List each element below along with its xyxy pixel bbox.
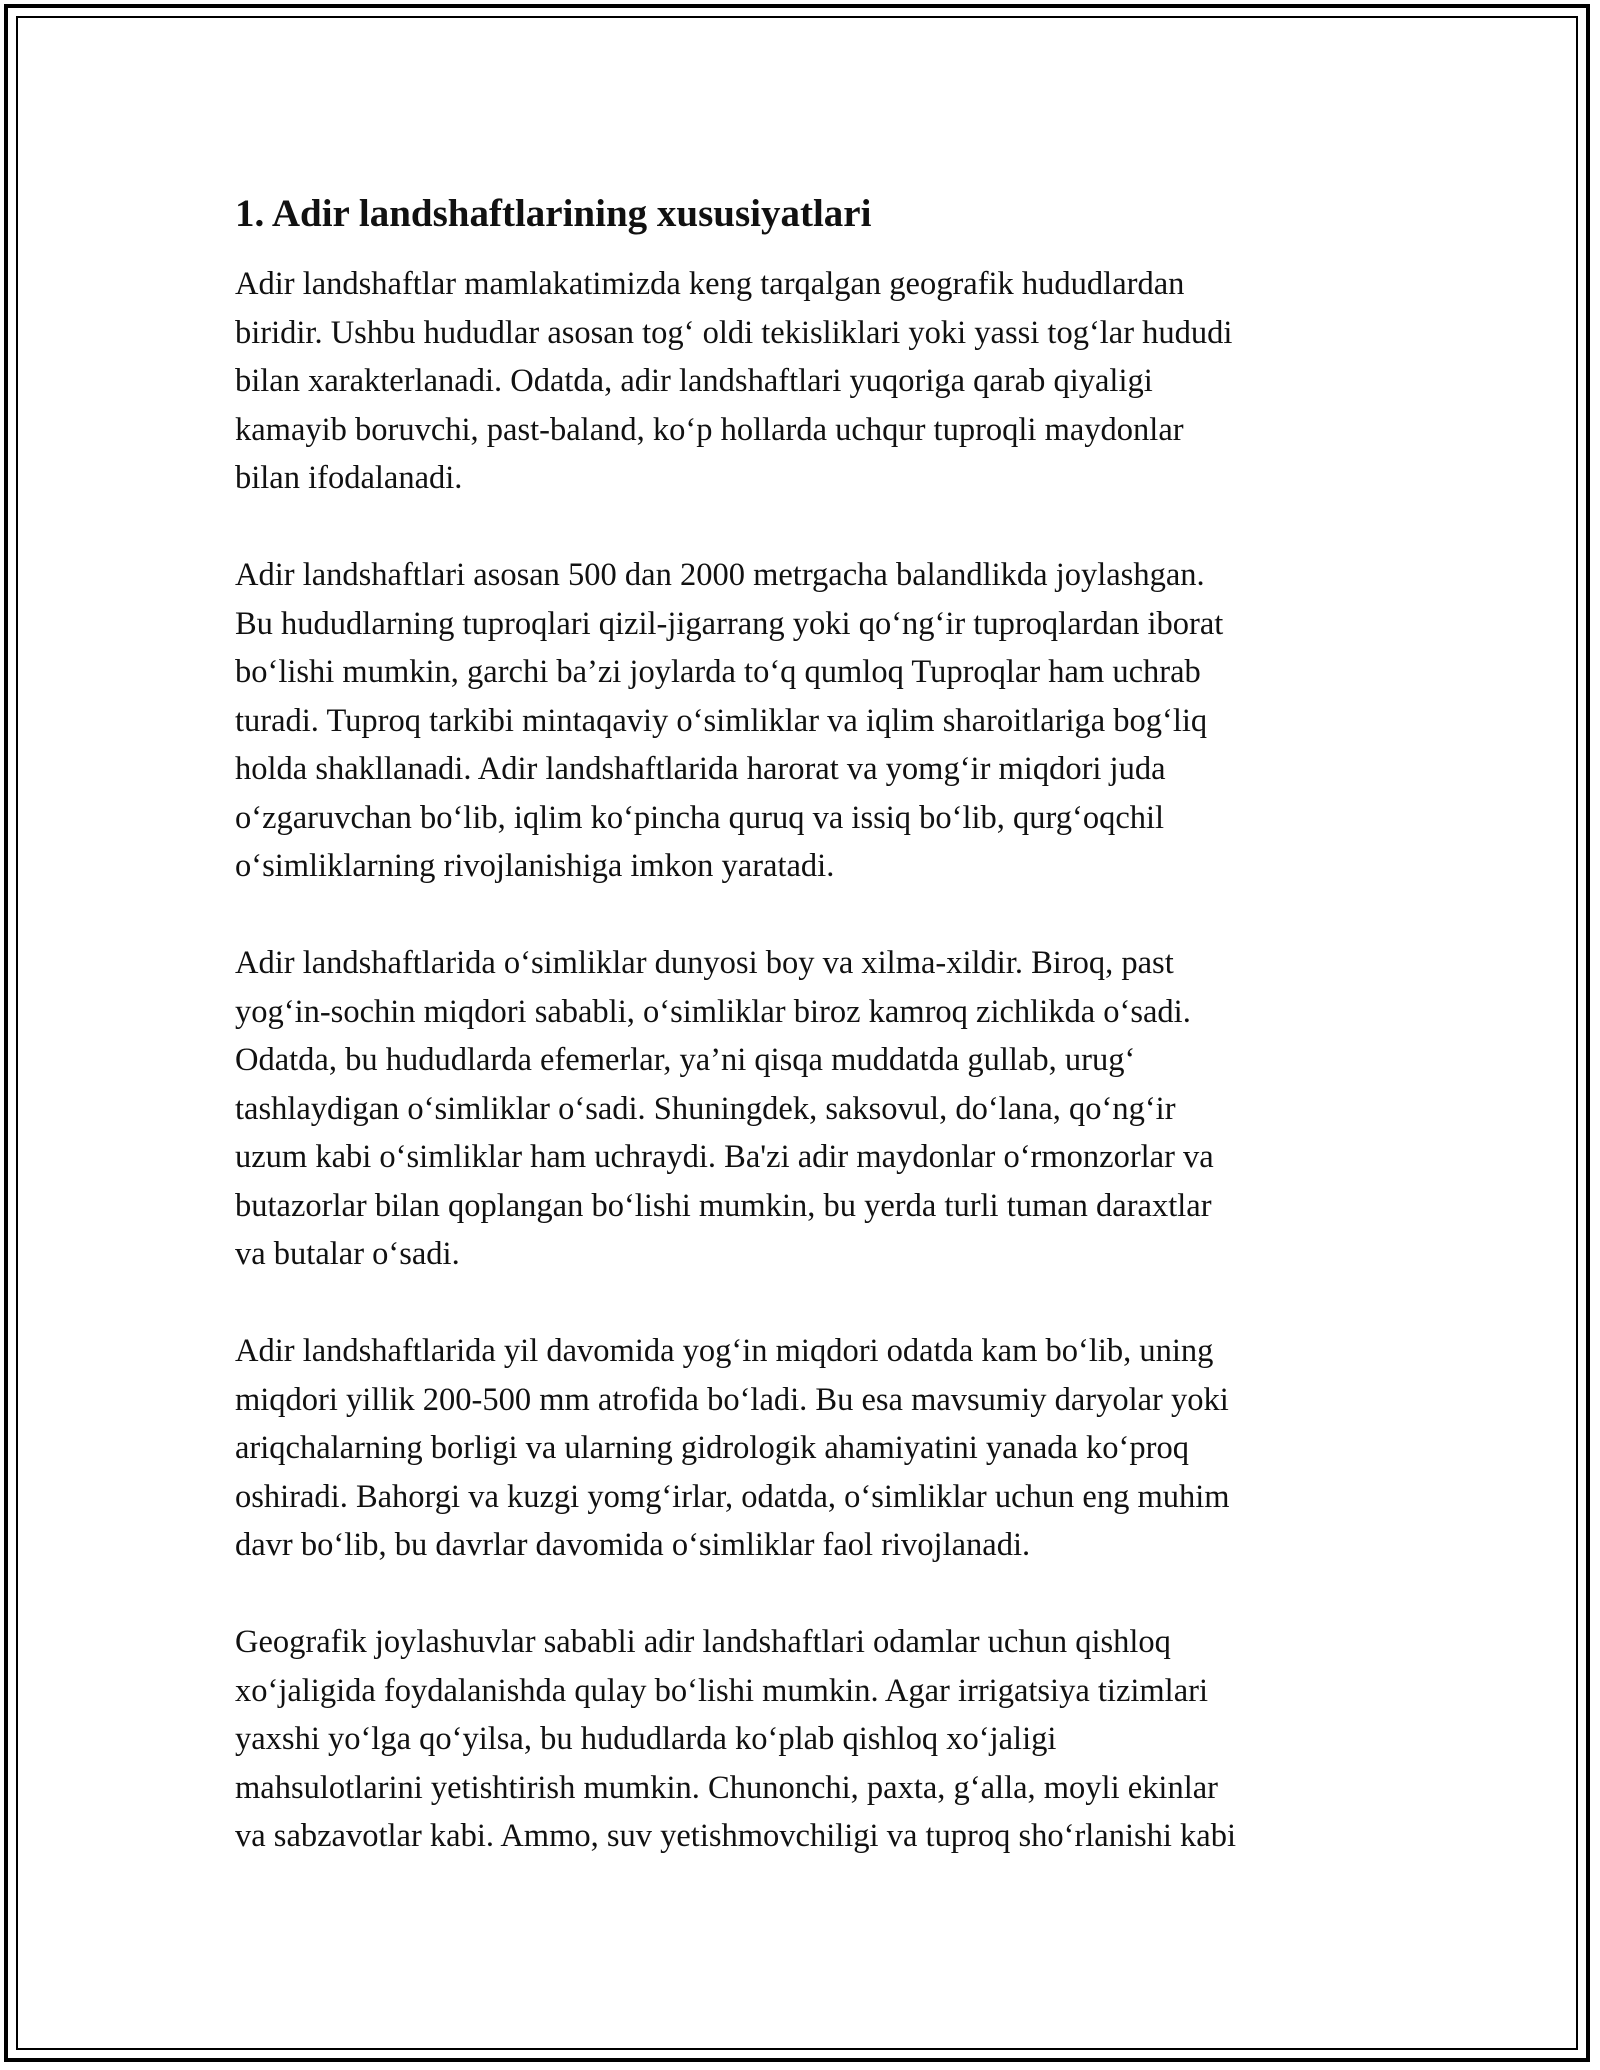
paragraph-5: Geografik joylashuvlar sababli adir landshaftlari odamlar uchun qishloq xo‘jaligida foydalanishda qulay bo‘lishi mumkin. Agar irrigatsiya tizimlari yaxshi yo‘lga qo‘yilsa, bu hududlarda ko‘plab qishloq xo‘jaligi mahsulotlarini yetishtirish mumkin. Chunonchi, paxta, g‘alla, moyli ekinlar va sabzavotlar kabi. Ammo, suv yetishmovchiligi va tuproq sho‘rlanishi kabi — [235, 1624, 1237, 1854]
paragraph-1: Adir landshaftlar mamlakatimizda keng tarqalgan geografik hududlardan biridir. Ushbu hududlar asosan tog‘ oldi tekisliklari yoki yassi tog‘lar hududi bilan xarakterlanadi. Odatda, adir landshaftlari yuqoriga qarab qiyaligi kamayib boruvchi, past-baland, ko‘p hollarda uchqur tuproqli maydonlar bilan ifodalanadi. — [235, 266, 1233, 496]
section-heading: 1. Adir landshaftlarining xususiyatlari — [235, 192, 872, 235]
paragraph-3: Adir landshaftlarida o‘simliklar dunyosi boy va xilma-xildir. Biroq, past yog‘in-sochin miqdori sababli, o‘simliklar biroz kamroq zichlikda o‘sadi. Odatda, bu hududlarda efemerlar, ya’ni qisqa muddatda gullab, urug‘ tashlaydigan o‘simliklar o‘sadi. Shuningdek, saksovul, do‘lana, qo‘ng‘ir uzum kabi o‘simliklar ham uchraydi. Ba'zi adir maydonlar o‘rmonzorlar va butazorlar bilan qoplangan bo‘lishi mumkin, bu yerda turli tuman daraxtlar va butalar o‘sadi. — [235, 945, 1214, 1272]
paragraph-2: Adir landshaftlari asosan 500 dan 2000 metrgacha balandlikda joylashgan. Bu hududlarning tuproqlari qizil-jigarrang yoki qo‘ng‘ir tuproqlardan iborat bo‘lishi mumkin, garchi ba’zi joylarda to‘q qumloq Tuproqlar ham uchrab turadi. Tuproq tarkibi mintaqaviy o‘simliklar va iqlim sharoitlariga bog‘liq holda shakllanadi. Adir landshaftlarida harorat va yomg‘ir miqdori juda o‘zgaruvchan bo‘lib, iqlim ko‘pincha quruq va issiq bo‘lib, qurg‘oqchil o‘simliklarning rivojlanishiga imkon yaratadi. — [235, 557, 1224, 884]
document-body — [235, 188, 1375, 1861]
paragraph-4: Adir landshaftlarida yil davomida yog‘in miqdori odatda kam bo‘lib, uning miqdori yillik 200-500 mm atrofida bo‘ladi. Bu esa mavsumiy daryolar yoki ariqchalarning borligi va ularning gidrologik ahamiyatini yanada ko‘proq oshiradi. Bahorgi va kuzgi yomg‘irlar, odatda, o‘simliklar uchun eng muhim davr bo‘lib, bu davrlar davomida o‘simliklar faol rivojlanadi. — [235, 1333, 1230, 1563]
